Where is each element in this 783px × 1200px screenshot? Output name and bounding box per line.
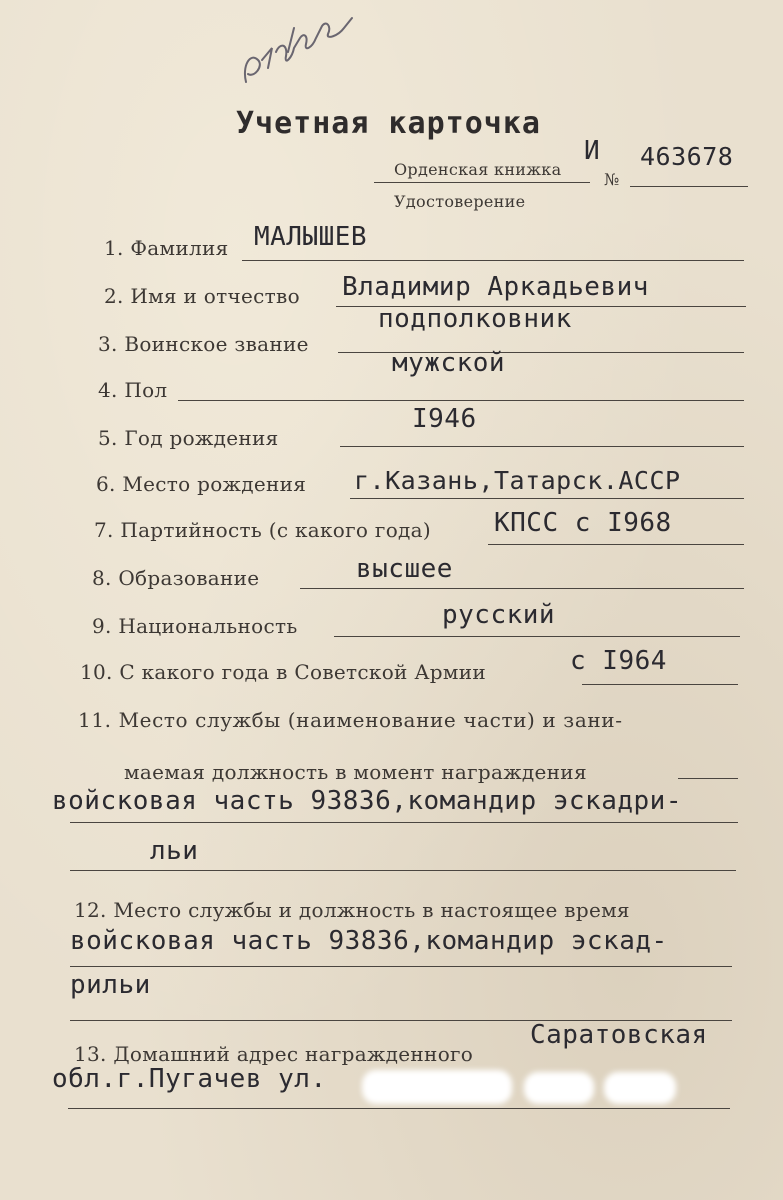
field-label-home-address: 13. Домашний адрес награжденного: [74, 1042, 474, 1066]
field-label-nationality: 9. Национальность: [92, 614, 298, 638]
field-line-service-current-1: [70, 966, 732, 967]
field-value-party: КПСС с I968: [494, 508, 672, 538]
field-label-education: 8. Образование: [92, 566, 260, 590]
number-line: [630, 186, 748, 187]
field-value-sex: мужской: [392, 348, 506, 378]
redacted-house: [524, 1072, 594, 1104]
field-label-service-current: 12. Место службы и должность в настоящее время: [74, 898, 630, 922]
document-title: Учетная карточка: [236, 106, 541, 141]
field-value-birth-year: I946: [412, 404, 477, 434]
field-label-surname: 1. Фамилия: [104, 236, 229, 260]
order-book-line: [374, 182, 590, 183]
redacted-apartment: [604, 1072, 676, 1104]
field-line-sex: [178, 400, 744, 401]
field-label-name: 2. Имя и отчество: [104, 284, 300, 308]
field-line-service-award-2: [70, 870, 736, 871]
field-value-nationality: русский: [442, 600, 556, 630]
field-label-service-award-1: 11. Место службы (наименование части) и зани-: [78, 708, 623, 732]
field-line-birth-year: [340, 446, 744, 447]
field-value-education: высшее: [356, 554, 453, 584]
number-sign: №: [604, 170, 620, 189]
field-label-party: 7. Партийность (с какого года): [94, 518, 431, 542]
field-value-home-address-2: обл.г.Пугачев ул.: [52, 1064, 327, 1094]
field-line-army-since: [582, 684, 738, 685]
field-value-name: Владимир Аркадьевич: [342, 272, 649, 302]
field-label-rank: 3. Воинское звание: [98, 332, 309, 356]
order-book-label: Орденская книжка: [394, 160, 562, 179]
field-label-army-since: 10. С какого года в Советской Армии: [80, 660, 486, 684]
field-label-birth-place: 6. Место рождения: [96, 472, 307, 496]
field-line-birth-place: [350, 498, 744, 499]
handwriting-scribble: [228, 8, 378, 98]
redacted-street: [362, 1070, 512, 1104]
certificate-number: 463678: [640, 142, 734, 171]
field-line-service-award-1: [70, 822, 738, 823]
handwritten-note: [228, 8, 378, 98]
field-line-nationality: [334, 636, 740, 637]
series-letter: И: [584, 136, 601, 166]
certificate-label: Удостоверение: [394, 192, 526, 211]
field-value-birth-place: г.Казань,Татарск.АССР: [354, 466, 681, 495]
field-line-service-award-short: [678, 778, 738, 779]
field-line-education: [300, 588, 744, 589]
field-line-home-address: [68, 1108, 730, 1109]
field-line-surname: [242, 260, 744, 261]
field-value-service-current-1: войсковая часть 93836,командир эскад-: [70, 926, 668, 956]
field-value-home-address-1: Саратовская: [530, 1020, 708, 1050]
field-label-sex: 4. Пол: [98, 378, 168, 402]
field-value-service-award-1: войсковая часть 93836,командир эскадри-: [52, 786, 682, 816]
field-value-service-current-2: рильи: [70, 970, 151, 1000]
field-line-party: [488, 544, 744, 545]
field-label-birth-year: 5. Год рождения: [98, 426, 279, 450]
field-value-surname: МАЛЫШЕВ: [254, 222, 368, 252]
field-value-service-award-2: льи: [150, 836, 199, 866]
field-value-rank: подполковник: [378, 304, 572, 334]
field-value-army-since: с I964: [570, 646, 667, 676]
field-label-service-award-2: маемая должность в момент награждения: [124, 760, 587, 784]
